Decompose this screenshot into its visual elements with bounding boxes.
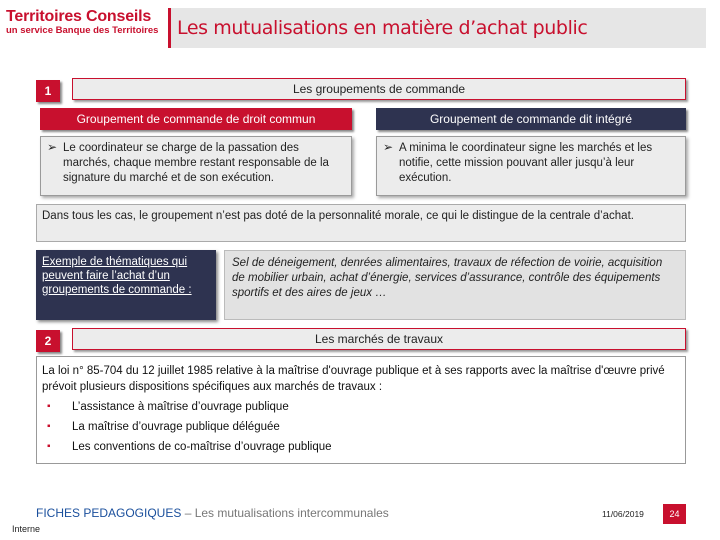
common-law-group-header: Groupement de commande de droit commun	[40, 108, 352, 130]
law-intro: La loi n° 85-704 du 12 juillet 1985 relative à la maîtrise d'ouvrage publique et à ses rapports avec la maîtrise d'œuvre privé prévoit plusieurs dispositions spécifiques aux marchés de travaux :	[42, 365, 665, 393]
section-2-number-badge: 2	[36, 330, 60, 352]
law-provisions-list	[42, 397, 680, 457]
list-item	[42, 437, 680, 457]
header-banner	[168, 8, 706, 48]
legal-personality-note: Dans tous les cas, le groupement n’est pas doté de la personnalité morale, ce qui le distingue de la centrale d’achat.	[36, 204, 686, 242]
integrated-group-text: A minima le coordinateur signe les marchés et les notifie, cette mission pouvant aller jusqu’à leur exécution.	[399, 142, 653, 184]
logo	[6, 8, 166, 37]
arrow-bullet-icon: ➢	[47, 140, 58, 154]
section-2-title-bar: Les marchés de travaux	[72, 328, 686, 350]
footer-date: 11/06/2019	[602, 509, 644, 519]
common-law-group-card	[40, 136, 352, 196]
footer-topic: – Les mutualisations intercommunales	[181, 506, 389, 520]
list-item	[42, 397, 680, 417]
page-title: Les mutualisations en matière d’achat public	[177, 17, 588, 39]
footer-series: FICHES PEDAGOGIQUES	[36, 506, 182, 520]
common-law-group-text: Le coordinateur se charge de la passation des marchés, chaque membre restant responsable de la signature du marché et de son exécution.	[63, 142, 329, 184]
list-item-text: Les conventions de co-maîtrise d’ouvrage publique	[72, 441, 332, 453]
integrated-group-header: Groupement de commande dit intégré	[376, 108, 686, 130]
list-item	[42, 417, 680, 437]
section-1-number-badge: 1	[36, 80, 60, 102]
bullet-icon: ▪	[47, 441, 51, 452]
page-number: 24	[663, 504, 686, 524]
themes-label: Exemple de thématiques qui peuvent faire l’achat d’un groupements de commande :	[36, 250, 216, 320]
themes-examples: Sel de déneigement, denrées alimentaires, travaux de réfection de voirie, acquisition de mobilier urbain, achat d’énergie, services d’assurance, contrôle des équipements sportifs et des aires de jeux …	[224, 250, 686, 320]
logo-subtitle: un service Banque des Territoires	[6, 25, 159, 36]
public-works-law-box	[36, 356, 686, 464]
integrated-group-card	[376, 136, 686, 196]
arrow-bullet-icon: ➢	[383, 140, 394, 154]
list-item-text: L’assistance à maîtrise d’ouvrage publique	[72, 401, 289, 413]
list-item-text: La maîtrise d’ouvrage publique déléguée	[72, 421, 280, 433]
section-1-title-bar: Les groupements de commande	[72, 78, 686, 100]
classification-label: Interne	[12, 524, 41, 534]
footer-label	[36, 506, 389, 520]
bullet-icon: ▪	[47, 401, 51, 412]
logo-title: Territoires Conseils	[6, 8, 152, 25]
bullet-icon: ▪	[47, 421, 51, 432]
